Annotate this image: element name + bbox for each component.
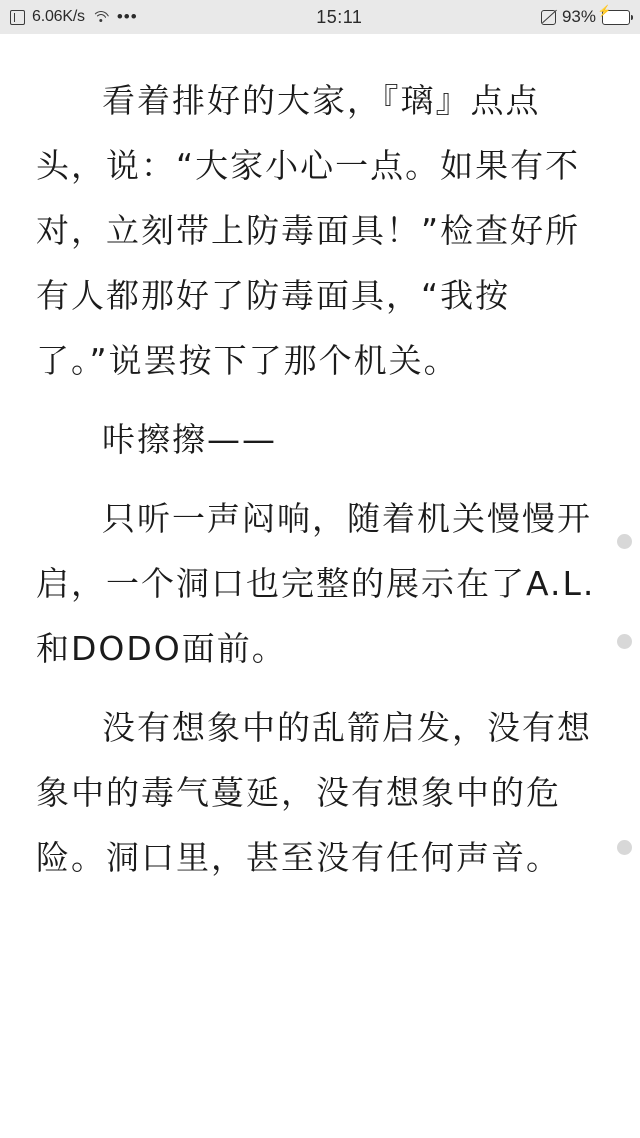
paragraph: 只听一声闷响，随着机关慢慢开启，一个洞口也完整的展示在了A.L.和DODO面前。 (36, 499, 596, 668)
status-bar (0, 0, 640, 34)
status-bar-clock: 15:11 (316, 6, 363, 27)
scroll-indicator-dot[interactable] (617, 634, 632, 649)
battery-charging-icon: ⚡ (602, 10, 630, 25)
mute-icon (541, 10, 556, 25)
status-bar-left (10, 8, 138, 26)
paragraph: 没有想象中的乱箭启发，没有想象中的毒气蔓延，没有想象中的危险。洞口里，甚至没有任何声音。 (36, 708, 592, 877)
paragraph: 咔擦擦—— (102, 420, 277, 459)
wifi-icon (92, 10, 110, 24)
status-bar-right (541, 7, 630, 27)
scroll-indicator-dot[interactable] (617, 534, 632, 549)
battery-percent-label: 93% (561, 7, 596, 26)
more-dots-icon: ••• (116, 7, 138, 26)
paragraph: 看着排好的大家，『璃』点点头，说：“大家小心一点。如果有不对，立刻带上防毒面具！”检查好所有人都那好了防毒面具，“我按了。”说罢按下了那个机关。 (36, 81, 581, 380)
scroll-indicator-dot[interactable] (617, 840, 632, 855)
network-speed-label: 6.06K/s (32, 8, 85, 25)
sim-card-icon (10, 10, 25, 25)
reader-page[interactable] (0, 34, 640, 1138)
